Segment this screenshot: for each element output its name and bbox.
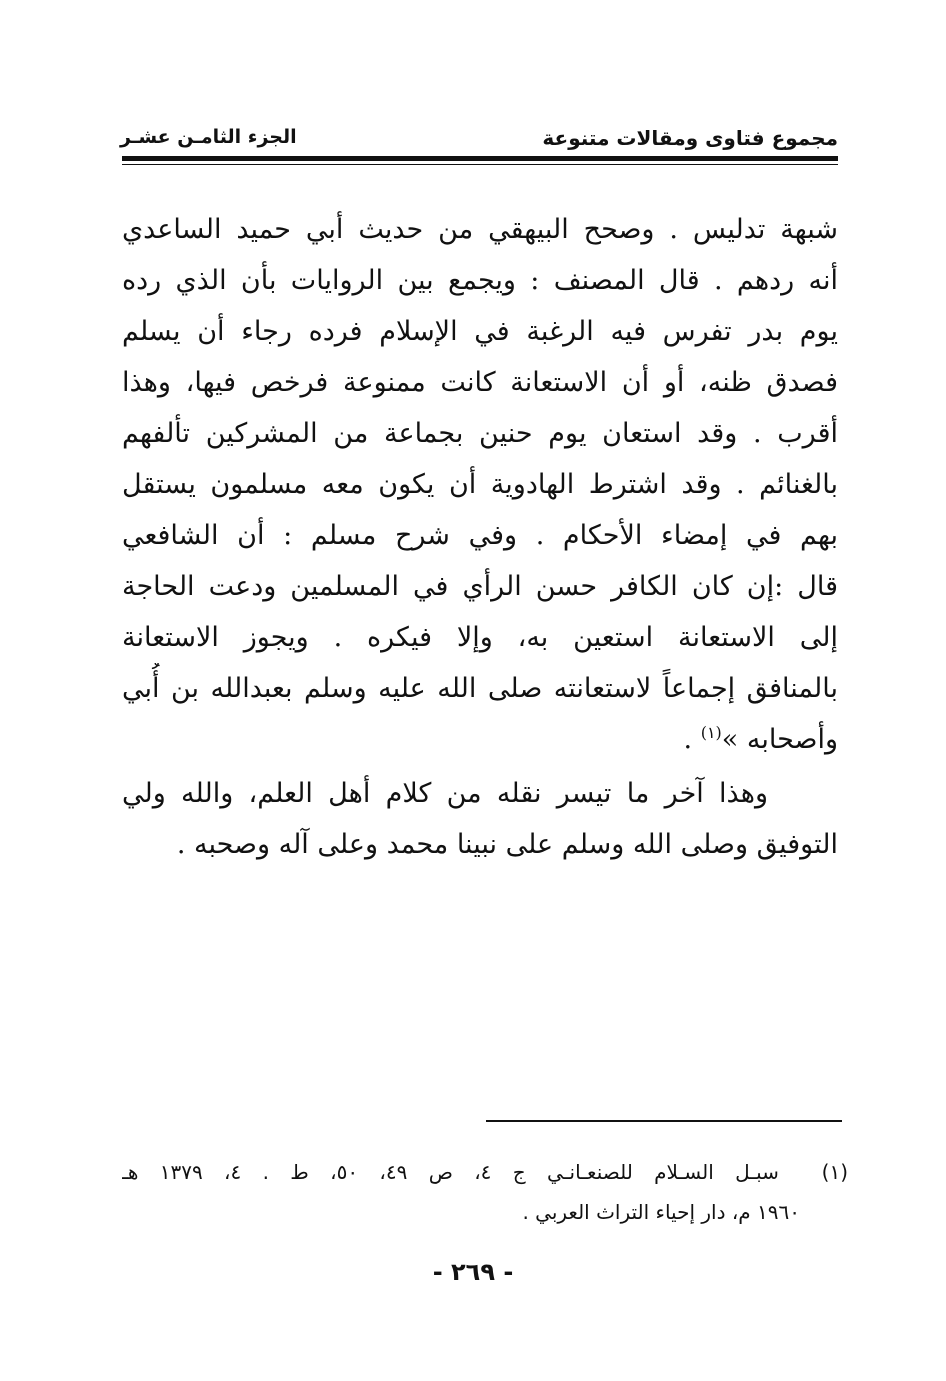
text-line-content: وأصحابه »: [721, 724, 838, 755]
text-line: فصدق ظنه، أو أن الاستعانة كانت ممنوعة فرخص فيها، وهذا: [122, 367, 838, 398]
page-number: - ٢٦٩ -: [432, 1258, 514, 1286]
text-line: يوم بدر تفرس فيه الرغبة في الإسلام فرده رجاء أن يسلم: [122, 316, 838, 347]
text-line: أقرب . وقد استعان يوم حنين بجماعة من المشركين تألفهم: [122, 418, 838, 449]
book-title: مجموع فتاوى ومقالات متنوعة: [542, 126, 838, 150]
text-line-last: التوفيق وصلى الله وسلم على نبينا محمد وعلى آله وصحبه .: [176, 829, 838, 860]
text-line: قال :إن كان الكافر حسن الرأي في المسلمين ودعت الحاجة: [122, 571, 838, 602]
header-rule-thick: [122, 156, 838, 161]
footnote: [122, 1152, 848, 1232]
text-line: إلى الاستعانة استعين به، وإلا فيكره . ويجوز الاستعانة: [122, 622, 838, 653]
text-line: بالغنائم . وقد اشترط الهادوية أن يكون معه مسلمون يستقل: [122, 469, 838, 500]
footnote-text: سبـل السـلام للصنعـانـي ج ٤، ص ٤٩، ٥٠، ط . ٤، ١٣٧٩ هـ: [122, 1160, 779, 1184]
volume-label: الجزء الثامـن عشـر: [120, 126, 297, 148]
footnote-reference[interactable]: (١): [700, 723, 722, 742]
main-paragraph: [122, 204, 838, 765]
text-line: أنه ردهم . قال المصنف : ويجمع بين الروايات بأن الذي رده: [122, 265, 838, 296]
text-line-end: .: [683, 724, 701, 755]
text-line: شبهة تدليس . وصحح البيهقي من حديث أبي حميد الساعدي: [122, 214, 838, 245]
running-header: [120, 122, 838, 156]
text-line-last: [122, 714, 838, 765]
footnote-line: [122, 1152, 848, 1192]
footnote-line: ١٩٦٠ م، دار إحياء التراث العربي .: [522, 1200, 800, 1224]
text-line: وهذا آخر ما تيسر نقله من كلام أهل العلم، والله ولي: [122, 778, 768, 809]
footnote-separator: [486, 1120, 842, 1122]
closing-paragraph: [122, 768, 838, 870]
footnote-marker: (١): [821, 1160, 848, 1184]
text-line: بهم في إمضاء الأحكام . وفي شرح مسلم : أن الشافعي: [122, 520, 838, 551]
header-rule-thin: [122, 164, 838, 165]
text-line: بالمنافق إجماعاً لاستعانته صلى الله عليه وسلم بعبدالله بن أُبي: [122, 673, 838, 704]
